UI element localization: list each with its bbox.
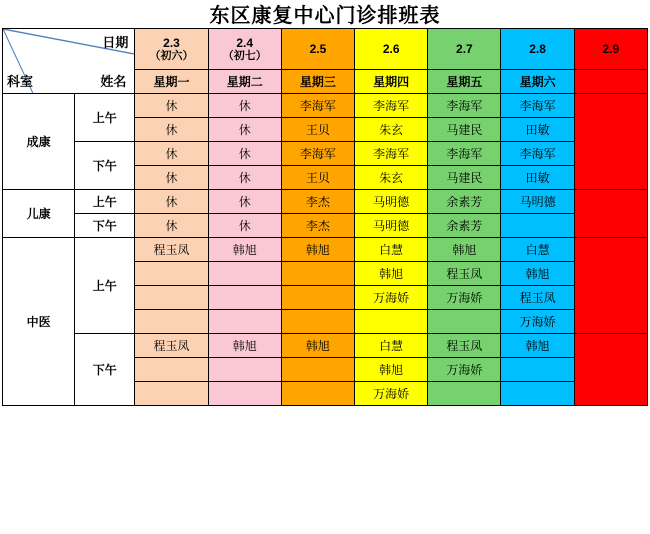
cell: 田敏 [501, 166, 574, 190]
header-weekday-4: 星期四 [355, 70, 428, 94]
cell [281, 310, 354, 334]
header-weekday-7: 星期日 [574, 70, 647, 94]
cell: 韩旭 [355, 358, 428, 382]
cell [428, 382, 501, 406]
cell [281, 382, 354, 406]
cell: 李海军 [281, 94, 354, 118]
cell: 李海军 [428, 142, 501, 166]
cell [501, 214, 574, 238]
cell: 韩旭 [355, 262, 428, 286]
cell [501, 358, 574, 382]
cell: 休 [135, 118, 208, 142]
cell: 休 [208, 214, 281, 238]
cell: 程玉凤 [428, 334, 501, 358]
cell: 万海娇 [355, 286, 428, 310]
cell: 白慧 [355, 238, 428, 262]
shift-cell-am: 上午 [75, 190, 135, 214]
header-weekday-6: 星期六 [501, 70, 574, 94]
page-title: 东区康复中心门诊排班表 [209, 5, 441, 27]
cell: 王贝 [281, 118, 354, 142]
cell [135, 310, 208, 334]
header-date-4: 2.6 [355, 29, 428, 70]
dept-cell-zhongyi: 中医 [3, 238, 75, 406]
table-row [3, 334, 648, 358]
cell: 休 [208, 142, 281, 166]
table-header-dates [3, 29, 648, 70]
cell [208, 358, 281, 382]
cell: 休 [135, 142, 208, 166]
cell: 休 [208, 190, 281, 214]
cell: 马明德 [501, 190, 574, 214]
header-label-date: 日期 [102, 35, 129, 50]
cell: 马建民 [428, 166, 501, 190]
cell [428, 310, 501, 334]
cell [208, 262, 281, 286]
cell: 李海军 [355, 142, 428, 166]
cell [135, 262, 208, 286]
cell: 韩旭 [501, 334, 574, 358]
cell: 程玉凤 [135, 334, 208, 358]
shift-cell-am: 上午 [75, 94, 135, 142]
cell: 李杰 [281, 190, 354, 214]
schedule-table [2, 28, 648, 406]
cell: 余素芳 [428, 214, 501, 238]
header-date-1: 2.3 （初六） [135, 29, 208, 70]
cell: 李海军 [428, 94, 501, 118]
header-date-5: 2.7 [428, 29, 501, 70]
cell: 韩旭 [208, 334, 281, 358]
header-label-name: 姓名 [100, 74, 127, 89]
cell: 韩旭 [208, 238, 281, 262]
cell [281, 358, 354, 382]
header-weekday-5: 星期五 [428, 70, 501, 94]
cell: 程玉凤 [428, 262, 501, 286]
shift-cell-pm: 下午 [75, 334, 135, 406]
cell [135, 358, 208, 382]
cell: 休 [135, 166, 208, 190]
cell: 休 [135, 190, 208, 214]
cell: 程玉凤 [574, 238, 647, 334]
cell: 李海军 [501, 94, 574, 118]
cell: 马明德 [355, 214, 428, 238]
cell: 韩旭 [428, 238, 501, 262]
cell [281, 262, 354, 286]
cell: 韩旭 [281, 334, 354, 358]
cell: 休 [208, 118, 281, 142]
cell [208, 286, 281, 310]
header-corner [3, 29, 135, 94]
shift-cell-pm: 下午 [75, 142, 135, 190]
cell [501, 382, 574, 406]
cell: 朱玄 [355, 166, 428, 190]
header-date-6: 2.8 [501, 29, 574, 70]
cell: 万海娇 [428, 358, 501, 382]
header-date-2: 2.4 （初七） [208, 29, 281, 70]
cell [574, 190, 647, 238]
shift-cell-am: 上午 [75, 238, 135, 334]
cell: 王贝 [281, 166, 354, 190]
cell: 李杰 [281, 214, 354, 238]
table-row [3, 94, 648, 118]
cell: 休 [208, 166, 281, 190]
header-weekday-1: 星期一 [135, 70, 208, 94]
cell: 朱玄 [355, 118, 428, 142]
cell: 休 [135, 94, 208, 118]
cell [208, 382, 281, 406]
dept-cell-erkang: 儿康 [3, 190, 75, 238]
cell [135, 382, 208, 406]
shift-cell-pm: 下午 [75, 214, 135, 238]
cell: 马建民 [428, 118, 501, 142]
cell [208, 310, 281, 334]
cell: 田敏 [501, 118, 574, 142]
table-row [3, 190, 648, 214]
header-label-dept: 科室 [7, 74, 34, 89]
cell: 程玉凤 [501, 286, 574, 310]
header-weekday-2: 星期二 [208, 70, 281, 94]
cell: 程玉凤 [574, 334, 647, 406]
cell: 休 [135, 214, 208, 238]
header-weekday-3: 星期三 [281, 70, 354, 94]
cell: 程玉凤 [135, 238, 208, 262]
cell: 李海军 [281, 142, 354, 166]
cell [574, 94, 647, 190]
table-row [3, 214, 648, 238]
cell: 余素芳 [428, 190, 501, 214]
cell [355, 310, 428, 334]
table-row [3, 142, 648, 166]
cell: 万海娇 [355, 382, 428, 406]
cell: 休 [208, 94, 281, 118]
cell: 白慧 [355, 334, 428, 358]
table-row [3, 238, 648, 262]
cell: 李海军 [501, 142, 574, 166]
cell: 万海娇 [428, 286, 501, 310]
header-date-3: 2.5 [281, 29, 354, 70]
cell: 万海娇 [501, 310, 574, 334]
dept-cell-chengkang: 成康 [3, 94, 75, 190]
cell: 韩旭 [501, 262, 574, 286]
cell: 白慧 [501, 238, 574, 262]
cell: 韩旭 [281, 238, 354, 262]
cell: 李海军 [355, 94, 428, 118]
cell: 马明德 [355, 190, 428, 214]
cell [135, 286, 208, 310]
cell [281, 286, 354, 310]
header-date-7: 2.9 [574, 29, 647, 70]
